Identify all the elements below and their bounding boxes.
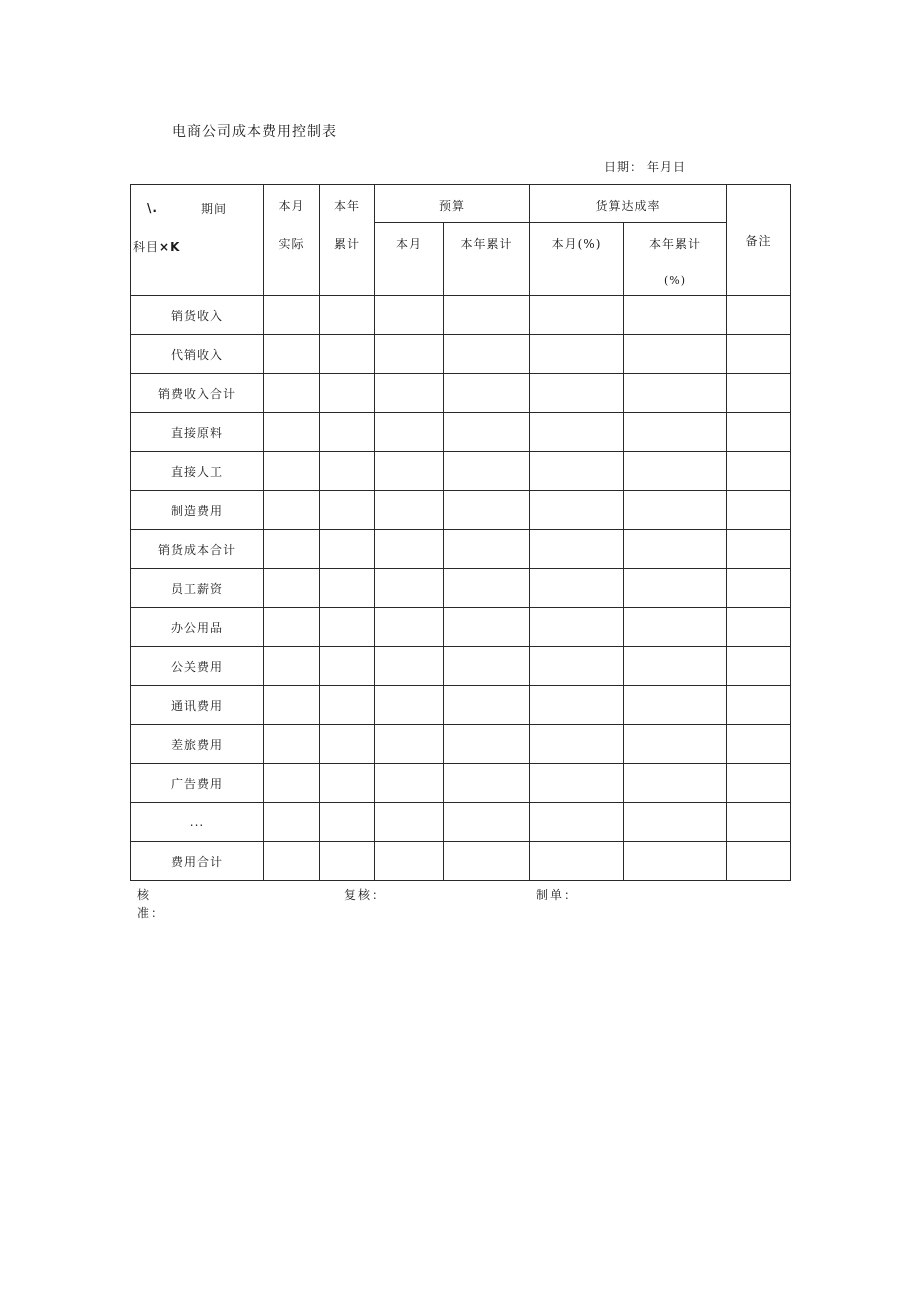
empty-cell[interactable] [727,491,791,530]
empty-cell[interactable] [375,374,444,413]
table-row [131,491,791,530]
empty-cell[interactable] [727,725,791,764]
empty-cell[interactable] [375,803,444,842]
row-label: 销费收入合计 [131,374,264,413]
prepared-label: 制单： [536,888,579,902]
col-month-actual-line1: 本月 [278,199,305,213]
empty-cell[interactable] [375,530,444,569]
empty-cell[interactable] [530,374,624,413]
empty-cell[interactable] [375,608,444,647]
col-month-actual [264,185,320,296]
empty-cell[interactable] [444,647,530,686]
empty-cell[interactable] [727,569,791,608]
table-row [131,608,791,647]
table-row [131,842,791,881]
row-label: 差旅费用 [131,725,264,764]
empty-cell[interactable] [530,764,624,803]
empty-cell[interactable] [264,608,320,647]
empty-cell[interactable] [727,296,791,335]
empty-cell[interactable] [530,647,624,686]
review-label: 复核： [344,888,387,902]
empty-cell[interactable] [375,764,444,803]
empty-cell[interactable] [530,725,624,764]
empty-cell[interactable] [530,491,624,530]
corner-subject-label: 科目×K [133,240,181,254]
empty-cell[interactable] [727,842,791,881]
document-title: 电商公司成本费用控制表 [172,124,337,140]
empty-cell[interactable] [444,803,530,842]
empty-cell[interactable] [727,647,791,686]
empty-cell[interactable] [375,335,444,374]
rate-year-line2: (%) [664,274,687,287]
empty-cell[interactable] [375,686,444,725]
rate-year-line1: 本年累计 [649,237,702,251]
row-label: 公关费用 [131,647,264,686]
empty-cell[interactable] [444,686,530,725]
row-label: 销货收入 [131,296,264,335]
empty-cell[interactable] [264,491,320,530]
empty-cell[interactable] [264,647,320,686]
empty-cell[interactable] [624,686,727,725]
empty-cell[interactable] [320,569,375,608]
empty-cell[interactable] [530,296,624,335]
approve-label: 核准： [137,888,166,920]
empty-cell[interactable] [444,530,530,569]
empty-cell[interactable] [375,413,444,452]
empty-cell[interactable] [444,296,530,335]
empty-cell[interactable] [320,686,375,725]
table-row [131,296,791,335]
empty-cell[interactable] [375,569,444,608]
empty-cell[interactable] [375,725,444,764]
budget-year-header: 本年累计 [444,223,530,296]
cost-control-table [130,184,791,881]
empty-cell[interactable] [264,413,320,452]
empty-cell[interactable] [264,686,320,725]
empty-cell[interactable] [727,764,791,803]
corner-header-cell [131,185,264,296]
empty-cell[interactable] [624,491,727,530]
rate-group-header: 货算达成率 [530,185,727,223]
col-year-cumulative-line2: 累计 [333,237,360,251]
empty-cell[interactable] [624,530,727,569]
empty-cell[interactable] [264,296,320,335]
empty-cell[interactable] [624,608,727,647]
empty-cell[interactable] [264,803,320,842]
empty-cell[interactable] [320,335,375,374]
budget-group-header: 预算 [375,185,530,223]
col-year-cumulative-line1: 本年 [333,199,360,213]
rate-year-header [624,223,727,296]
empty-cell[interactable] [264,374,320,413]
empty-cell[interactable] [444,335,530,374]
row-label: 销货成本合计 [131,530,264,569]
empty-cell[interactable] [727,452,791,491]
empty-cell[interactable] [624,374,727,413]
empty-cell[interactable] [264,530,320,569]
empty-cell[interactable] [264,569,320,608]
empty-cell[interactable] [264,725,320,764]
empty-cell[interactable] [727,803,791,842]
date-label: 日期： [604,160,644,174]
empty-cell[interactable] [530,530,624,569]
row-label: 费用合计 [131,842,264,881]
empty-cell[interactable] [530,413,624,452]
corner-mark: \. [147,201,158,215]
empty-cell[interactable] [264,842,320,881]
empty-cell[interactable] [727,413,791,452]
date-value: 年月日 [647,160,687,174]
empty-cell[interactable] [624,647,727,686]
empty-cell[interactable] [375,647,444,686]
empty-cell[interactable] [530,335,624,374]
empty-cell[interactable] [264,764,320,803]
empty-cell[interactable] [264,452,320,491]
rate-month-header: 本月(%) [530,223,624,296]
row-label: 直接人工 [131,452,264,491]
table-row [131,569,791,608]
empty-cell[interactable] [727,374,791,413]
row-label: 广告费用 [131,764,264,803]
corner-period-label: 期间 [201,202,228,216]
empty-cell[interactable] [320,764,375,803]
empty-cell[interactable] [444,374,530,413]
row-label: 制造费用 [131,491,264,530]
empty-cell[interactable] [624,764,727,803]
empty-cell[interactable] [444,452,530,491]
empty-cell[interactable] [727,530,791,569]
table-row [131,725,791,764]
empty-cell[interactable] [624,296,727,335]
empty-cell[interactable] [727,686,791,725]
date-line [604,158,686,175]
empty-cell[interactable] [530,686,624,725]
row-label: ... [131,803,264,842]
empty-cell[interactable] [320,530,375,569]
table-row [131,413,791,452]
empty-cell[interactable] [624,569,727,608]
empty-cell[interactable] [530,842,624,881]
row-label: 直接原料 [131,413,264,452]
empty-cell[interactable] [624,413,727,452]
empty-cell[interactable] [444,842,530,881]
empty-cell[interactable] [264,335,320,374]
empty-cell[interactable] [320,647,375,686]
empty-cell[interactable] [444,569,530,608]
row-label: 代销收入 [131,335,264,374]
empty-cell[interactable] [320,374,375,413]
empty-cell[interactable] [375,452,444,491]
empty-cell[interactable] [530,803,624,842]
table-row [131,374,791,413]
empty-cell[interactable] [444,725,530,764]
remark-header: 备注 [727,185,791,296]
empty-cell[interactable] [444,608,530,647]
empty-cell[interactable] [375,296,444,335]
empty-cell[interactable] [530,569,624,608]
empty-cell[interactable] [444,491,530,530]
table-row [131,647,791,686]
empty-cell[interactable] [375,842,444,881]
empty-cell[interactable] [320,725,375,764]
empty-cell[interactable] [624,842,727,881]
empty-cell[interactable] [320,296,375,335]
empty-cell[interactable] [444,764,530,803]
empty-cell[interactable] [624,452,727,491]
empty-cell[interactable] [444,413,530,452]
empty-cell[interactable] [320,803,375,842]
row-label: 办公用品 [131,608,264,647]
col-month-actual-line2: 实际 [278,237,305,251]
empty-cell[interactable] [320,842,375,881]
table-row [131,335,791,374]
row-label: 通讯费用 [131,686,264,725]
empty-cell[interactable] [624,335,727,374]
col-year-cumulative [320,185,375,296]
empty-cell[interactable] [530,608,624,647]
table-row [131,452,791,491]
table-row [131,530,791,569]
empty-cell[interactable] [375,491,444,530]
table-row [131,803,791,842]
empty-cell[interactable] [530,452,624,491]
table-row [131,764,791,803]
budget-month-header: 本月 [375,223,444,296]
empty-cell[interactable] [727,335,791,374]
row-label: 员工薪资 [131,569,264,608]
empty-cell[interactable] [320,608,375,647]
empty-cell[interactable] [320,452,375,491]
empty-cell[interactable] [320,491,375,530]
empty-cell[interactable] [624,725,727,764]
empty-cell[interactable] [320,413,375,452]
empty-cell[interactable] [624,803,727,842]
empty-cell[interactable] [727,608,791,647]
table-row [131,686,791,725]
